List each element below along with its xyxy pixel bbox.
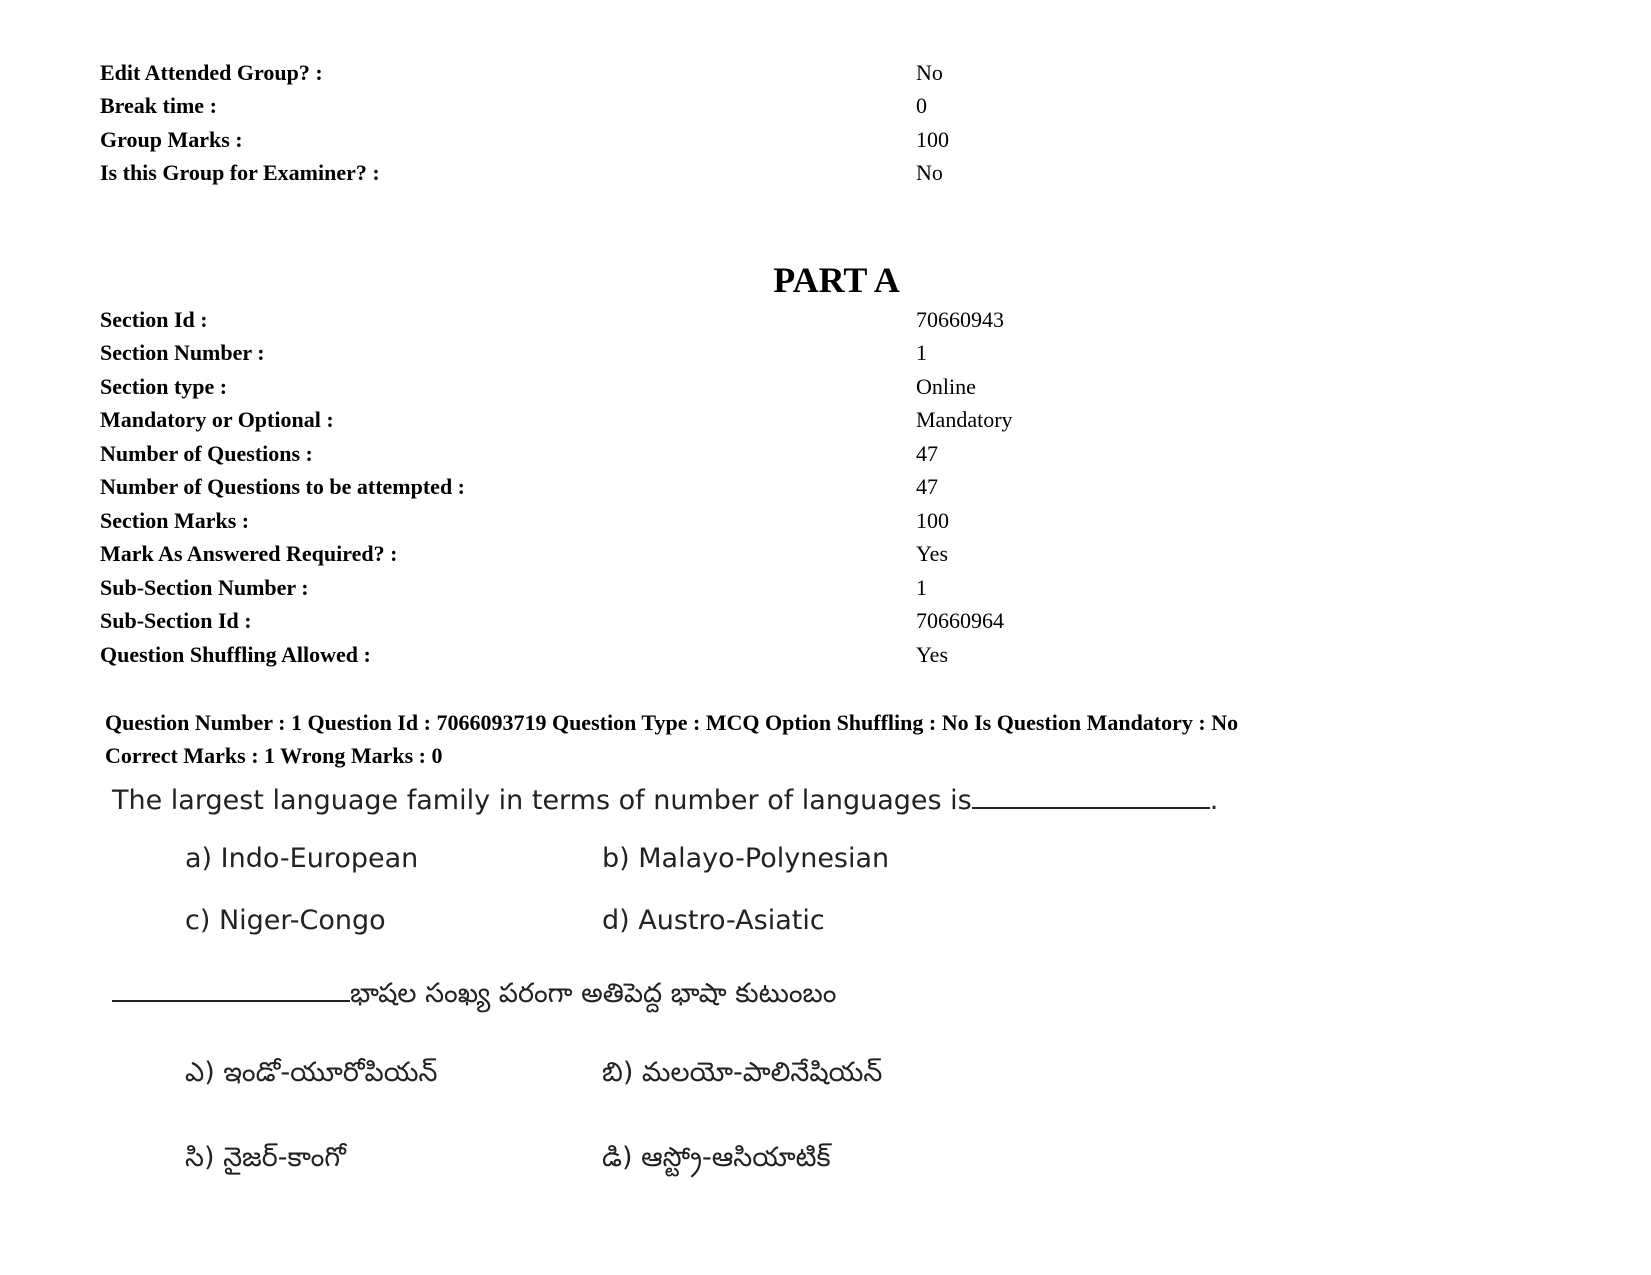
option-a-telugu: ఎ) ఇండో-యూరోపియన్	[185, 1057, 438, 1088]
info-label: Number of Questions to be attempted :	[100, 474, 466, 500]
question-text: The largest language family in terms of number of languages is	[112, 785, 972, 816]
section-info-table	[100, 303, 1400, 672]
question-marks-line: Correct Marks : 1 Wrong Marks : 0	[105, 743, 443, 768]
info-row	[100, 571, 1400, 605]
info-row	[100, 504, 1400, 538]
info-label: Question Shuffling Allowed :	[100, 641, 371, 667]
part-title	[0, 258, 1651, 302]
option-c-english: c) Niger-Congo	[185, 905, 386, 936]
question-text-english	[112, 781, 1218, 816]
info-label: Break time :	[100, 93, 217, 119]
info-value: No	[916, 160, 943, 186]
info-value: 70660943	[916, 306, 1004, 332]
question-end-mark: .	[1209, 785, 1219, 816]
info-row	[100, 123, 1400, 157]
question-text-telugu	[112, 974, 836, 1016]
info-value: 1	[916, 340, 927, 366]
info-row	[100, 538, 1400, 572]
info-label: Mark As Answered Required? :	[100, 541, 398, 567]
info-value: Yes	[916, 541, 949, 567]
info-row	[100, 370, 1400, 404]
info-value: 70660964	[916, 608, 1004, 634]
info-label: Sub-Section Id :	[100, 608, 252, 634]
info-value: 100	[916, 507, 949, 533]
question-meta-line: Question Number : 1 Question Id : 7066093719 Question Type : MCQ Option Shuffling : No Is Question Mandatory : No	[105, 710, 1239, 735]
info-label: Group Marks :	[100, 126, 243, 152]
info-value: 47	[916, 474, 938, 500]
info-row	[100, 337, 1400, 371]
option-c-telugu: సి) నైజర్-కాంగో	[185, 1142, 346, 1173]
info-value: 0	[916, 93, 927, 119]
info-label: Number of Questions :	[100, 440, 313, 466]
info-row	[100, 404, 1400, 438]
answer-blank	[112, 974, 350, 1002]
option-d-telugu: డి) ఆస్ట్రో-ఆసియాటిక్	[602, 1142, 831, 1173]
info-value: Online	[916, 373, 976, 399]
group-info-table	[100, 56, 1400, 190]
info-label: Sub-Section Number :	[100, 574, 309, 600]
info-label: Section Number :	[100, 340, 265, 366]
question-text: భాషల సంఖ్య పరంగా అతిపెద్ద భాషా కుటుంబం	[350, 978, 837, 1009]
info-value: 100	[916, 126, 949, 152]
info-row	[100, 90, 1400, 124]
option-b-telugu: బి) మలయో-పాలినేషియన్	[602, 1057, 883, 1088]
info-value: 1	[916, 574, 927, 600]
info-value: Mandatory	[916, 407, 1013, 433]
info-label: Mandatory or Optional :	[100, 407, 334, 433]
info-value: No	[916, 59, 943, 85]
info-row	[100, 56, 1400, 90]
info-row	[100, 638, 1400, 672]
option-d-english: d) Austro-Asiatic	[602, 905, 825, 936]
info-row	[100, 471, 1400, 505]
info-row	[100, 437, 1400, 471]
info-label: Is this Group for Examiner? :	[100, 160, 380, 186]
info-label: Section type :	[100, 373, 228, 399]
info-row	[100, 157, 1400, 191]
option-a-english: a) Indo-European	[185, 843, 419, 874]
info-row	[100, 303, 1400, 337]
info-value: Yes	[916, 641, 949, 667]
info-value: 47	[916, 440, 938, 466]
info-label: Edit Attended Group? :	[100, 59, 323, 85]
info-label: Section Id :	[100, 306, 208, 332]
info-label: Section Marks :	[100, 507, 250, 533]
option-b-english: b) Malayo-Polynesian	[602, 843, 890, 874]
answer-blank	[972, 781, 1210, 809]
part-title-text: PART A	[773, 260, 900, 300]
info-row	[100, 605, 1400, 639]
